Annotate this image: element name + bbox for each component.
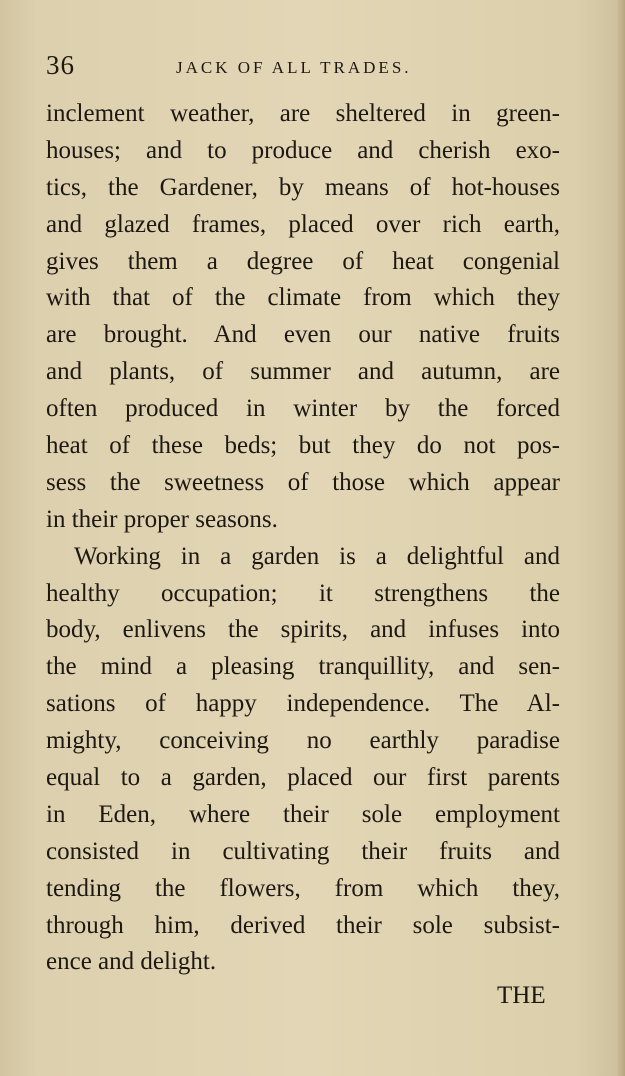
text-line: sations of happy independence. The Al- xyxy=(46,690,560,718)
page-header xyxy=(46,50,516,84)
text-line: houses; and to produce and cherish exo- xyxy=(46,136,560,164)
text-line: the mind a pleasing tranquillity, and sen- xyxy=(46,653,560,681)
text-line: and glazed frames, placed over rich earth, xyxy=(46,210,560,238)
text-line: often produced in winter by the forced xyxy=(46,395,560,423)
text-line: with that of the climate from which they xyxy=(46,284,560,312)
paragraph-end-line: in their proper seasons. xyxy=(46,505,278,533)
text-line: are brought. And even our native fruits xyxy=(46,321,560,349)
page-edge xyxy=(617,0,625,1076)
running-title: JACK OF ALL TRADES. xyxy=(176,58,412,77)
text-line: gives them a degree of heat congenial xyxy=(46,247,560,275)
text-line: healthy occupation; it strengthens the xyxy=(46,579,560,607)
text-line: in Eden, where their sole employment xyxy=(46,800,560,828)
text-line: sess the sweetness of those which appear xyxy=(46,468,560,496)
text-line: consisted in cultivating their fruits and xyxy=(46,837,560,865)
text-line: tics, the Gardener, by means of hot-houses xyxy=(46,173,560,201)
text-line: tending the flowers, from which they, xyxy=(46,874,560,902)
text-line: heat of these beds; but they do not pos- xyxy=(46,432,560,460)
text-line: and plants, of summer and autumn, are xyxy=(46,358,560,386)
catchword: THE xyxy=(497,982,546,1009)
text-line: body, enlivens the spirits, and infuses into xyxy=(46,616,560,644)
text-line: mighty, conceiving no earthly paradise xyxy=(46,727,560,755)
text-line: through him, derived their sole subsist- xyxy=(46,911,560,939)
page-number: 36 xyxy=(46,50,75,80)
paragraph-start-line: Working in a garden is a delightful and xyxy=(74,542,560,570)
text-line: inclement weather, are sheltered in green- xyxy=(46,100,560,127)
body-text xyxy=(46,96,560,981)
paragraph-end-line: ence and delight. xyxy=(46,948,217,976)
text-line: equal to a garden, placed our first parents xyxy=(46,764,560,792)
